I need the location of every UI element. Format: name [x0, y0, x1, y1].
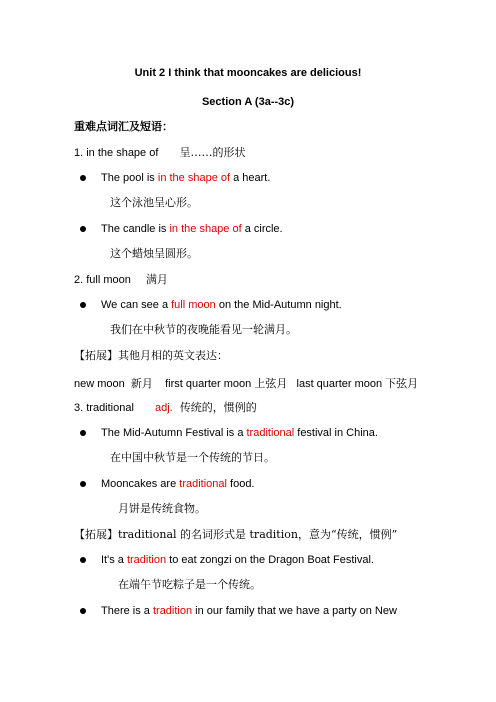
- example-sentence: [101, 553, 374, 567]
- highlight-phrase: tradition: [126, 554, 167, 566]
- document-title: Unit 2 I think that mooncakes are delicious!: [134, 67, 362, 79]
- example-translation: 这个蜡烛呈圆形。: [110, 247, 198, 260]
- bullet-icon: [80, 226, 86, 232]
- sentence-text: The pool is: [101, 172, 158, 184]
- sentence-text: festival in China.: [294, 427, 378, 439]
- vocab-meaning: 传统的，惯例的: [179, 401, 257, 414]
- sentence-text: It's a: [101, 554, 127, 566]
- moon-phases-list: new moon 新月 first quarter moon 上弦月 last quarter moon 下弦月: [74, 378, 419, 390]
- sentence-text: on the Mid-Autumn night.: [215, 299, 342, 311]
- sentence-text: a heart.: [230, 172, 271, 184]
- bullet-icon: [80, 175, 86, 181]
- example-translation: 月饼是传统食物。: [118, 502, 206, 515]
- sentence-text: We can see a: [101, 299, 172, 311]
- vocab-item-3: [74, 401, 257, 415]
- vocab-meaning: 满月: [145, 273, 168, 286]
- highlight-phrase: in the shape of: [169, 223, 242, 235]
- bullet-icon: [80, 430, 86, 436]
- example-translation: 在端午节吃粽子是一个传统。: [118, 578, 261, 591]
- example-translation: 在中国中秋节是一个传统的节日。: [110, 451, 275, 464]
- example-sentence: [101, 604, 397, 618]
- vocab-term: 1. in the shape of: [74, 147, 159, 159]
- bullet-icon: [80, 608, 86, 614]
- vocab-term: 3. traditional: [74, 402, 134, 414]
- bullet-icon: [80, 481, 86, 487]
- vocab-item-1: [74, 146, 245, 160]
- example-sentence: [101, 222, 283, 236]
- vocab-meaning: 呈……的形状: [179, 146, 246, 159]
- sentence-text: The candle is: [101, 223, 170, 235]
- highlight-phrase: tradition: [152, 605, 193, 617]
- sentence-text: There is a: [101, 605, 153, 617]
- extension-note-tradition: 【拓展】traditional 的名词形式是 tradition，意为“传统，惯例”: [74, 528, 398, 541]
- bullet-icon: [80, 302, 86, 308]
- sentence-text: Mooncakes are: [101, 478, 180, 490]
- vocab-term: 2. full moon: [74, 274, 131, 286]
- highlight-phrase: traditional: [246, 427, 295, 439]
- example-translation: 我们在中秋节的夜晚能看见一轮满月。: [110, 323, 297, 336]
- bullet-icon: [80, 557, 86, 563]
- highlight-phrase: full moon: [171, 299, 216, 311]
- extension-note-moon-phases: 【拓展】其他月相的英文表达：: [74, 349, 228, 362]
- highlight-phrase: in the shape of: [157, 172, 231, 184]
- sentence-text: food.: [226, 478, 255, 490]
- example-translation: 这个泳池呈心形。: [110, 196, 198, 209]
- section-title: Section A (3a--3c): [201, 96, 295, 108]
- example-sentence: [101, 477, 255, 491]
- example-sentence: [101, 426, 378, 440]
- part-of-speech: adj.: [155, 402, 173, 414]
- example-sentence: [101, 298, 342, 312]
- vocab-item-2: [74, 273, 168, 287]
- highlight-phrase: traditional: [179, 478, 227, 490]
- example-sentence: [101, 171, 270, 185]
- key-vocab-heading: 重难点词汇及短语：: [74, 120, 173, 133]
- sentence-text: to eat zongzi on the Dragon Boat Festival.: [166, 554, 374, 566]
- sentence-text: in our family that we have a party on New: [192, 605, 397, 617]
- sentence-text: a circle.: [241, 223, 283, 235]
- sentence-text: The Mid-Autumn Festival is a: [101, 427, 247, 439]
